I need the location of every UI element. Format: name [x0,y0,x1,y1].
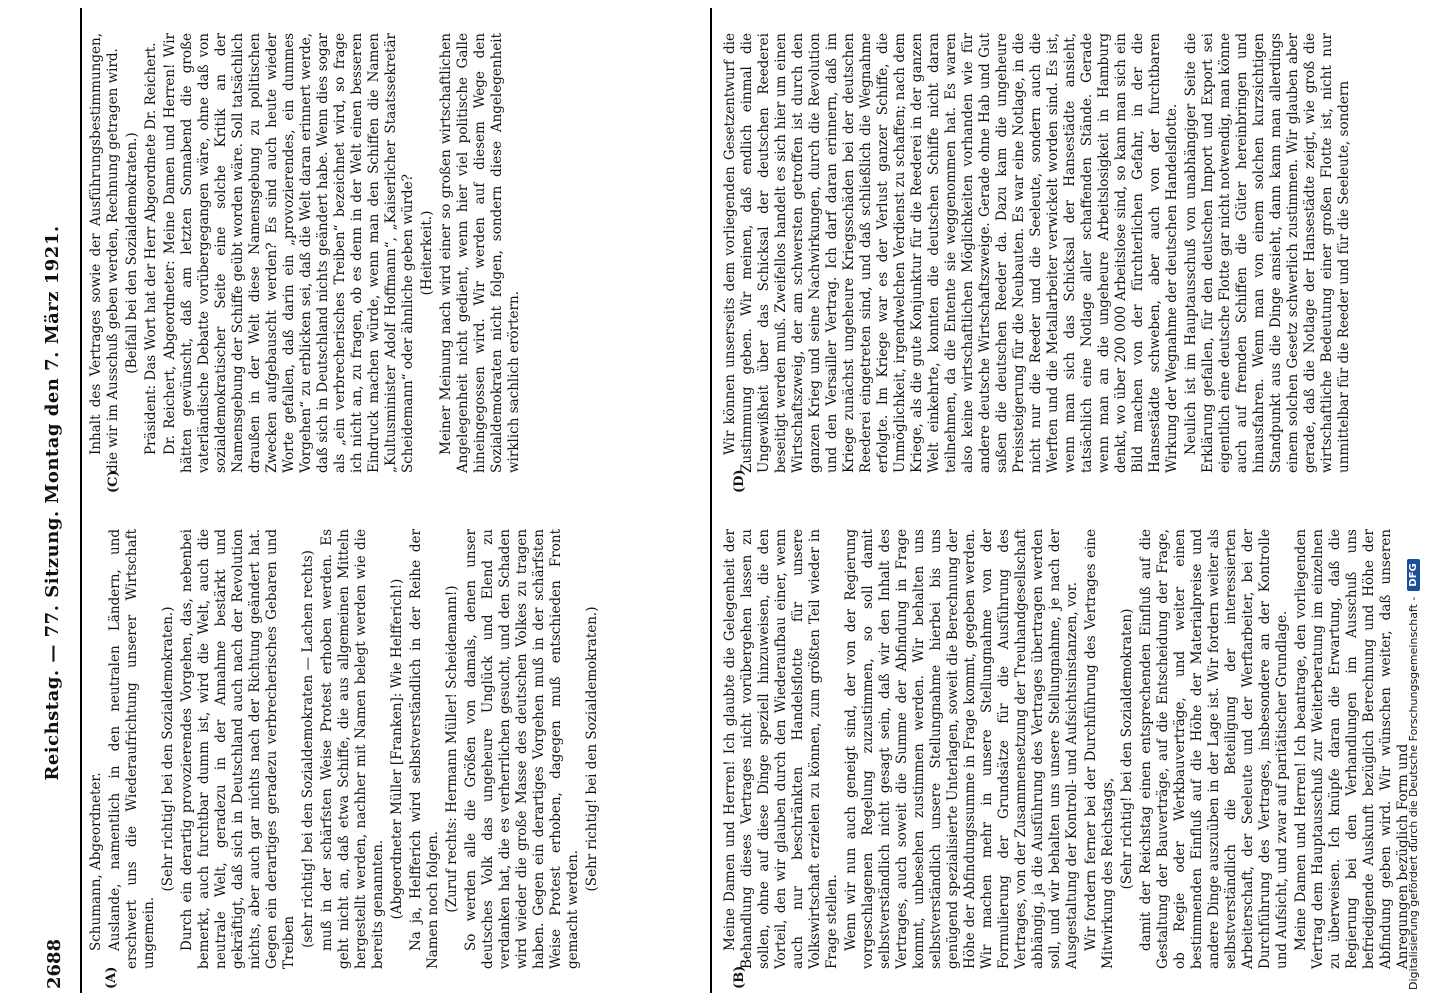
paragraph: Meine Damen und Herren! Ich glaubte die Gelegenheit der Behandlung dieses Vertrages nicht vorübergehen lassen zu sollen, ohne auf diese Dinge speziell hinzuweisen, die den Vorteil, den wir glauben durch den Wiederaufbau einer, wenn auch nur beschränkten Handelsflotte für unsere Volkswirtschaft erzielen zu können, zum größten Teil wieder in Frage stellen. [722,529,840,969]
column-top-left [88,529,702,969]
paragraph: (sehr richtig! bei den Sozialdemokraten — Lachen rechts) [300,550,316,948]
paragraph: Meiner Meinung nach wird einer so großen wirtschaftlichen Angelegenheit nicht gedient, wenn hier viel politische Galle hineingegossen wird. Wir werden auf diesem Wege den Sozialdemokraten nicht folgen, sondern diese Angelegenheit wirklich sachlich erörtern. [438,33,522,473]
paragraph: So werden alle die Größen von damals, denen unser deutsches Volk das ungeheure Unglück und Elend zu verdanken hat, die es verherrlichen gesucht, und den Schaden wird wieder die große Masse des deutschen Volkes zu tragen haben. Gegen ein derartiges Vorgehen muß in der schärfsten Weise Protest erhoben, dagegen muß entschieden Front gemacht werden. [463,529,581,969]
paragraph: Dr. Reichert, Abgeordneter: Meine Damen und Herren! Wir hätten gewünscht, daß am letzten Sonnabend die große vaterländische Debatte vorübergegangen wäre, ohne daß von sozialdemokratischer Seite eine solche Kritik an der Namensgebung der Schiffe geübt worden wäre. Soll tatsächlich draußen in der Welt diese Namensgebung zu politischen Zwecken aufgebauscht werden? Es sind auch heute wieder Worte gefallen, daß darin ein „provozierendes, ein dummes Vorgehen“ zu erblicken sei, daß die Welt daran erinnert werde, daß sich in Deutschland nichts geändert habe. Wenn dies sogar als „ein verbrecherisches Treiben“ bezeichnet wird, so frage ich nicht an, zu fragen, ob es denn in der Welt einen besseren Eindruck machen würde, wenn man den Schiffen die Namen „Kultusminister Adolf Hoffmann“, „Kaiserlicher Staatssekretär Scheidemann“ oder ähnliche geben würde? [162,33,416,473]
margin-marker-d: (D) [732,469,747,493]
stamp-text: Digitalisierung gefördert durch die Deutsche Forschungsgemeinschaft - [1406,596,1420,990]
page-rotated [40,8,1411,993]
paragraph: (Sehr richtig! bei den Sozialdemokraten.) [584,606,600,892]
paragraph: Na ja, Helfferich wird selbstverständlich in der Reihe der Namen noch folgen. [408,529,441,969]
paragraph: (Abgeordneter Müller [Franken]: Wie Helfferich!) [389,578,405,920]
margin-marker-b: (B) [732,965,747,989]
paragraph: Wir fordern ferner bei der Durchführung des Vertrages eine Mitwirkung des Reichstags, [1083,529,1116,969]
upper-half [88,8,702,993]
paragraph: muß in der schärfsten Weise Protest erhoben werden. Es geht nicht an, daß etwa Schiffe, die aus allgemeinen Mitteln hergestellt werden, nachher mit Namen belegt werden wie die bereits genannten. [319,529,386,969]
page-header [40,8,82,993]
scanned-page [40,8,1411,993]
paragraph: (Sehr richtig! bei den Sozialdemokraten) [1119,608,1135,890]
paragraph: Durch ein derartig provozierendes Vorgehen, das, nebenbei bemerkt, auch furchtbar dumm ist, wird die Welt, auch die neutrale Welt, geradezu in der Annahme bestärkt und gekräftigt, daß sich in Deutschland auch nach der Revolution nichts, aber auch gar nichts nach der Richtung geändert hat. Gegen ein derartiges geradezu verbrecherisches Gebaren und Treiben [179,529,297,969]
dfg-stamp [1402,0,1424,990]
paragraph: Präsident: Das Wort hat der Herr Abgeordnete Dr. Reichert. [143,42,159,455]
margin-marker-a: (A) [104,966,119,989]
lower-half [722,8,1411,993]
dfg-logo-icon: DFG [1407,559,1420,590]
paragraph: (Zuruf rechts: Hermann Müller! Scheidemann!) [444,585,460,913]
paragraph: Wir können unserseits dem vorliegenden Gesetzentwurf die Zustimmung geben. Wir meinen, daß endlich einmal die Ungewißheit über das Schicksal der deutschen Reederei beseitigt werden muß. Zweifellos handelt es sich hier um einen Wirtschaftszweig, der am schwersten getroffen ist durch den ganzen Krieg und seine Nachwirkungen, durch die Revolution und den Versailler Vertrag. Ich darf daran erinnern, daß im Kriege zunächst ungeheure Kriegsschäden bei der deutschen Reederei eingetreten sind, und daß schließlich die Wegnahme erfolgte. Im Kriege war es der Verlust ganzer Schiffe, die Unmöglichkeit, irgendwelchen Verdienst zu schaffen; nach dem Kriege, als die gute Konjunktur für die Reederei in der ganzen Welt einkehrte, konnten die deutschen Schiffe nicht daran teilnehmen, da die Entente sie weggenommen hat. Es waren also keine wirtschaftlichen Möglichkeiten vorhanden wie für andere deutsche Wirtschaftszweige. Gerade ohne Hab und Gut saßen die deutschen Reeder da. Dazu kam die ungeheure Preissteigerung für die Neubauten. Es war eine Notlage, in die nicht nur die Reeder und die Seeleute, sondern auch die Werften und die Metallarbeiter verwickelt worden sind. Es ist, wenn man sich das Schicksal der Hansestädte ansieht, tatsächlich eine Notlage aller schaffenden Stände. Gerade wenn man an die ungeheure Arbeitslosigkeit in Hamburg denkt, wo über 200 000 Arbeitslose sind, so kann man sich ein Bild machen von der fürchterlichen Gefahr, in der die Hansestädte schweben, aber auch von der furchtbaren Wirkung der Wegnahme der deutschen Handelsflotte. [722,33,1180,473]
column-bottom-right [722,33,1352,473]
column-top-right [88,33,702,473]
paragraph: Meine Damen und Herren! Ich beantrage, den vorliegenden Vertrag dem Hauptausschuß zur Weiterberatung im einzelnen zu überweisen. Ich knüpfe daran die Erwartung, daß die Regierung bei den Verhandlungen im Ausschuß uns befriedigende Auskunft bezüglich Berechnung und Höhe der Abfindung geben wird. Wir wünschen weiter, daß unseren Anregungen bezüglich Form und [1293,529,1411,969]
paragraph: (Sehr richtig! bei den Sozialdemokraten.) [160,606,176,892]
page-number: 2688 [44,938,65,989]
session-title: Reichstag. — 77. Sitzung. Montag den 7. März 1921. [42,225,63,781]
paragraph: Inhalt des Vertrages sowie der Ausführungsbestimmungen, die wir im Ausschuß geben werden, Rechnung getragen wird. [88,33,121,473]
paragraph: damit der Reichstag einen entsprechenden Einfluß auf die Gestaltung der Bauverträge, auf die Entscheidung der Frage, ob Regie oder Werkbauverträge, und weiter einen bestimmenden Einfluß auf die Höhe der Materialpreise und andere Dinge auszuüben in der Lage ist. Wir fordern weiter als selbstverständlich die Beteiligung der interessierten Arbeiterschaft, der Seeleute und der Werftarbeiter, bei der Durchführung des Vertrages, insbesondere an der Kontrolle und Aufsicht, und zwar auf paritätischer Grundlage. [1138,529,1290,969]
digitization-sidebar [1392,0,1434,1000]
paragraph: (Heiterkeit.) [419,210,435,296]
horizontal-rule [710,8,712,993]
paragraph: (Beifall bei den Sozialdemokraten.) [124,132,140,374]
paragraph: Schumann, Abgeordneter. [88,772,104,951]
paragraph: Wenn wir nun auch geneigt sind, der von der Regierung vorgeschlagenen Regelung zuzustimmen, so soll damit selbstverständlich nicht gesagt sein, daß wir den Inhalt des Vertrages, auch soweit die Summe der Abfindung in Frage kommt, unbesehen zustimmen werden. Wir behalten uns selbstverständlich unsere Stellungnahme hierbei bis uns genügend spezialisierte Unterlagen, soweit die Berechnung der Höhe der Abfindungssumme in Frage kommt, gegeben werden. Wir machen mehr in unsere Stellungnahme von der Formulierung der Grundsätze für die Ausführung des Vertrages, von der Zusammensetzung der Treuhandgesellschaft abhängig, ja die Ausführung des Vertrages übertragen werden soll, und wir behalten uns unsere Stellungnahme, je nach der Ausgestaltung der Kontroll- und Aufsichtsinstanzen, vor. [843,529,1080,969]
margin-marker-c: (C) [106,470,121,493]
paragraph: Neulich ist im Hauptausschuß von unabhängiger Seite die Erklärung gefallen, für den deutschen Import und Export sei eigentlich eine deutsche Flotte gar nicht notwendig, man könne auch auf fremden Schiffen die Güter hereinbringen und hinausfahren. Wenn man von einem solchen kurzsichtigen Standpunkt aus die Dinge ansieht, dann kann man allerdings einem solchen Gesetz schwerlich zustimmen. Wir glauben aber gerade, daß die Notlage der Hansestädte zeigt, wie groß die wirtschaftliche Bedeutung einer großen Flotte ist, nicht nur unmittelbar für die Reeder und für die Seeleute, sondern [1183,33,1352,473]
paragraph: Auslande, namentlich in den neutralen Ländern, und erschwert uns die Wiederaufrichtung unserer Wirtschaft ungemein. [107,529,157,969]
column-bottom-left [722,529,1411,969]
